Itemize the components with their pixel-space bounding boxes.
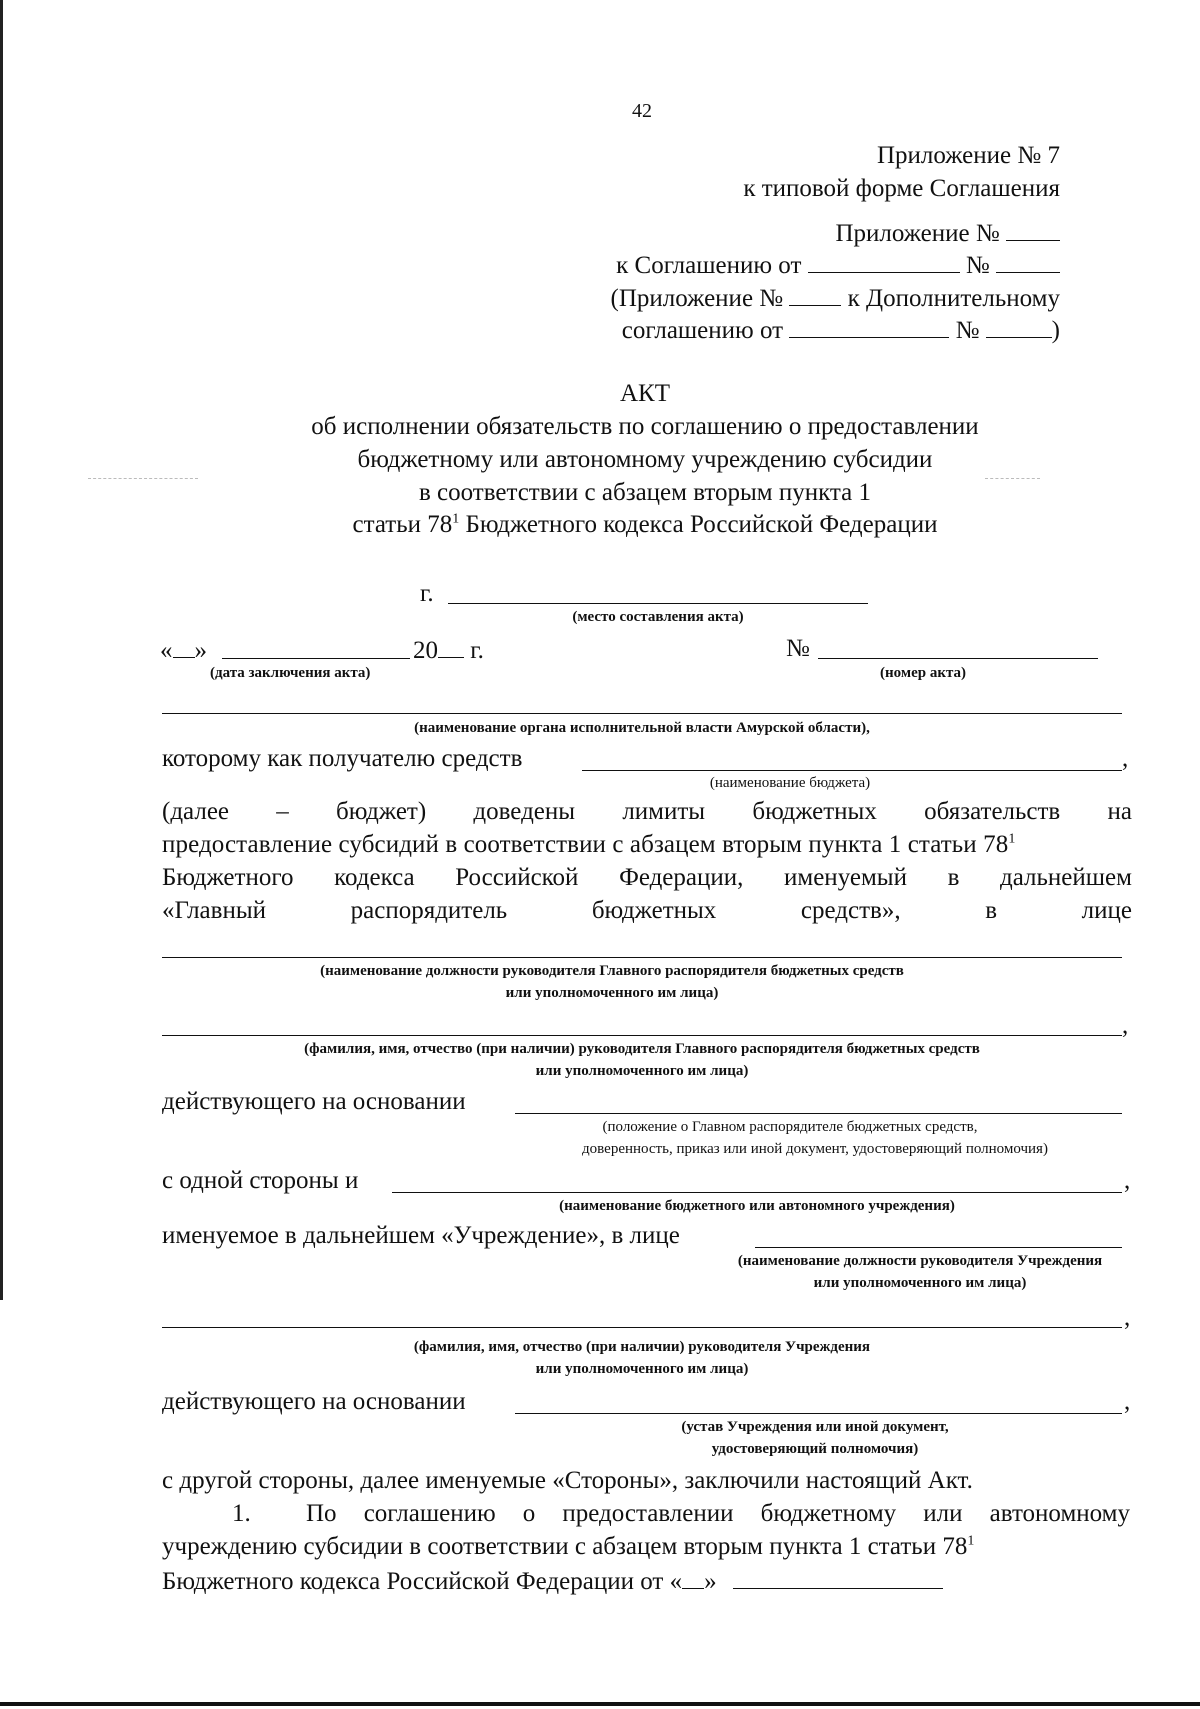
item1-number: 1. [232,1500,251,1527]
head-fio-blank[interactable] [162,1035,1122,1036]
scan-left-edge [0,0,3,1300]
para-line-2 [162,831,1015,859]
header-agreement-no-sign: № [965,252,990,279]
authority-caption: (наименование органа исполнительной власти Амурской области), [414,720,870,736]
para-line-4 [162,897,1132,925]
item1-day-blank[interactable] [682,1566,704,1589]
acting-basis-label-2: действующего на основании [162,1388,466,1415]
place-prefix: г. [420,580,434,607]
date-open-quote: « [160,637,173,664]
date-year [413,635,484,665]
charter-blank[interactable] [515,1413,1122,1414]
place-caption: (место составления акта) [572,609,744,625]
para-l4-w6: лице [1081,897,1132,924]
para-l4-w3: бюджетных [591,897,717,924]
para-line-3 [162,864,1132,892]
para-line-1 [162,798,1132,826]
header-appendix-7: Приложение № 7 [876,142,1060,169]
act-subtitle-line4-b: Бюджетного кодекса Российской Федерации [459,511,938,538]
header-agreement-no-blank[interactable] [996,250,1060,273]
para-l3-w5: именуемый [784,864,907,891]
item1-line-3 [162,1566,943,1596]
para-l1-w7: обязательств [924,798,1061,825]
place-blank[interactable] [448,603,868,604]
act-number-sign: № [786,635,810,662]
institution-blank[interactable] [392,1192,1122,1193]
date-year-blank[interactable] [438,635,464,658]
header-additional-no-sign: № [955,317,980,344]
act-subtitle-line4-sup: 1 [452,511,460,527]
acting-basis-label-1: действующего на основании [162,1088,466,1115]
item1-l3-close: » [704,1568,717,1595]
budget-comma: , [1122,745,1129,772]
para-l3-w7: дальнейшем [1000,864,1132,891]
inst-fio-comma: , [1124,1304,1131,1331]
date-year-prefix: 20 [413,637,438,664]
budget-caption: (наименование бюджета) [709,775,871,791]
item1-l3-text: Бюджетного кодекса Российской Федерации от « [162,1568,683,1595]
act-subtitle-line3: в соответствии с абзацем вторым пункта 1 [418,479,872,506]
charter-caption-2: удостоверяющий полномочия) [711,1441,919,1457]
charter-comma: , [1124,1388,1131,1415]
inst-head-position-caption-2: или уполномоченного им лица) [813,1275,1027,1291]
header-to-additional: к Дополнительному [847,285,1060,312]
act-subtitle-line2: бюджетному или автономному учреждению субсидии [357,446,933,473]
para-l4-w2: распорядитель [350,897,508,924]
para-l4-w4: средств», [800,897,901,924]
budget-blank[interactable] [582,770,1122,771]
page-number: 42 [632,100,652,122]
act-number-caption: (номер акта) [880,665,967,681]
head-position-blank[interactable] [162,957,1122,958]
para-l3-w6: в [947,864,960,891]
para-l2-text: предоставление субсидий в соответствии с абзацем вторым пункта 1 статьи 78 [162,831,1009,858]
scan-artifact-left [88,478,198,479]
para-l4-w5: в [985,897,998,924]
act-number-blank[interactable] [818,658,1098,659]
header-appendix-no-blank[interactable] [1006,218,1060,241]
inst-fio-caption-2: или уполномоченного им лица) [535,1361,749,1377]
header-additional-date-line [622,315,1060,345]
basis-caption-2: доверенность, приказ или иной документ, удостоверяющий полномочия) [582,1141,1048,1157]
header-appendix-no [835,218,1060,248]
act-title: АКТ [620,380,670,407]
head-fio-comma: , [1122,1012,1129,1039]
header-additional-open: (Приложение № [610,285,784,312]
other-side-text: с другой стороны, далее именуемые «Стороны», заключили настоящий Акт. [162,1467,973,1494]
date-day-blank[interactable] [173,635,195,658]
para-l1-w3: бюджет) [336,798,427,825]
basis-blank[interactable] [515,1113,1122,1114]
para-l1-w8: на [1107,798,1132,825]
date-month-blank[interactable] [222,658,410,659]
item1-month-blank[interactable] [733,1566,943,1589]
head-position-caption-1: (наименование должности руководителя Главного распорядителя бюджетных средств [320,963,904,979]
inst-head-position-caption-1: (наименование должности руководителя Учреждения [737,1253,1103,1269]
para-l2-sup: 1 [1008,831,1016,847]
header-additional-date-blank[interactable] [789,315,949,338]
para-l3-w4: Федерации, [619,864,744,891]
act-subtitle-line1: об исполнении обязательств по соглашению о предоставлении [311,413,979,440]
date-day [160,635,207,665]
inst-head-position-blank[interactable] [755,1247,1122,1248]
header-agreement-date-blank[interactable] [808,250,960,273]
date-year-suffix: г. [470,637,484,664]
para-l3-w2: кодекса [334,864,415,891]
charter-caption-1: (устав Учреждения или иной документ, [681,1419,949,1435]
header-additional-number-blank[interactable] [986,315,1052,338]
header-additional-no-blank[interactable] [789,283,841,306]
para-l1-w5: лимиты [622,798,706,825]
para-l4-w1: «Главный [162,897,267,924]
header-agreement-from: к Соглашению от [616,252,802,279]
inst-fio-caption-1: (фамилия, имя, отчество (при наличии) руководителя Учреждения [413,1339,871,1355]
para-l3-w1: Бюджетного [162,864,294,891]
item1-line-2 [162,1533,974,1561]
header-additional-agreement-from: соглашению от [621,317,784,344]
institution-comma: , [1124,1167,1131,1194]
authority-blank[interactable] [162,713,1122,714]
date-close-quote: » [194,637,207,664]
para-l3-w3: Российской [455,864,579,891]
inst-fio-blank[interactable] [162,1327,1122,1328]
act-subtitle-line4-a: статьи 78 [352,511,453,538]
para-l1-w1: (далее [162,798,230,825]
one-side-label: с одной стороны и [162,1167,359,1194]
institution-caption: (наименование бюджетного или автономного учреждения) [559,1198,955,1214]
header-close-paren: ) [1051,317,1060,344]
head-fio-caption-1: (фамилия, имя, отчество (при наличии) руководителя Главного распорядителя бюджетных средств [304,1041,980,1057]
header-standard-form: к типовой форме Соглашения [743,175,1060,202]
head-position-caption-2: или уполномоченного им лица) [505,985,719,1001]
scan-artifact-right [985,478,1040,479]
date-caption: (дата заключения акта) [210,665,371,681]
para-l1-w6: бюджетных [752,798,877,825]
scan-bottom-edge [0,1702,1200,1706]
recipient-label: которому как получателю средств [162,745,523,772]
hereinafter-inst-label: именуемое в дальнейшем «Учреждение», в лице [162,1222,680,1249]
para-l1-w4: доведены [473,798,576,825]
para-l1-w2: – [276,798,289,825]
head-fio-caption-2: или уполномоченного им лица) [535,1063,749,1079]
basis-caption-1: (положение о Главном распорядителе бюджетных средств, [602,1119,978,1135]
item1-l2-text: учреждению субсидии в соответствии с абзацем вторым пункта 1 статьи 78 [162,1533,968,1560]
item1-line-1: По соглашению о предоставлении бюджетному или автономному [306,1500,1130,1527]
header-appendix-no-label: Приложение № [835,220,1000,247]
header-agreement-line [616,250,1060,280]
item1-l2-sup: 1 [967,1533,975,1549]
header-additional-line [611,283,1060,313]
act-subtitle-line4 [160,511,1130,539]
